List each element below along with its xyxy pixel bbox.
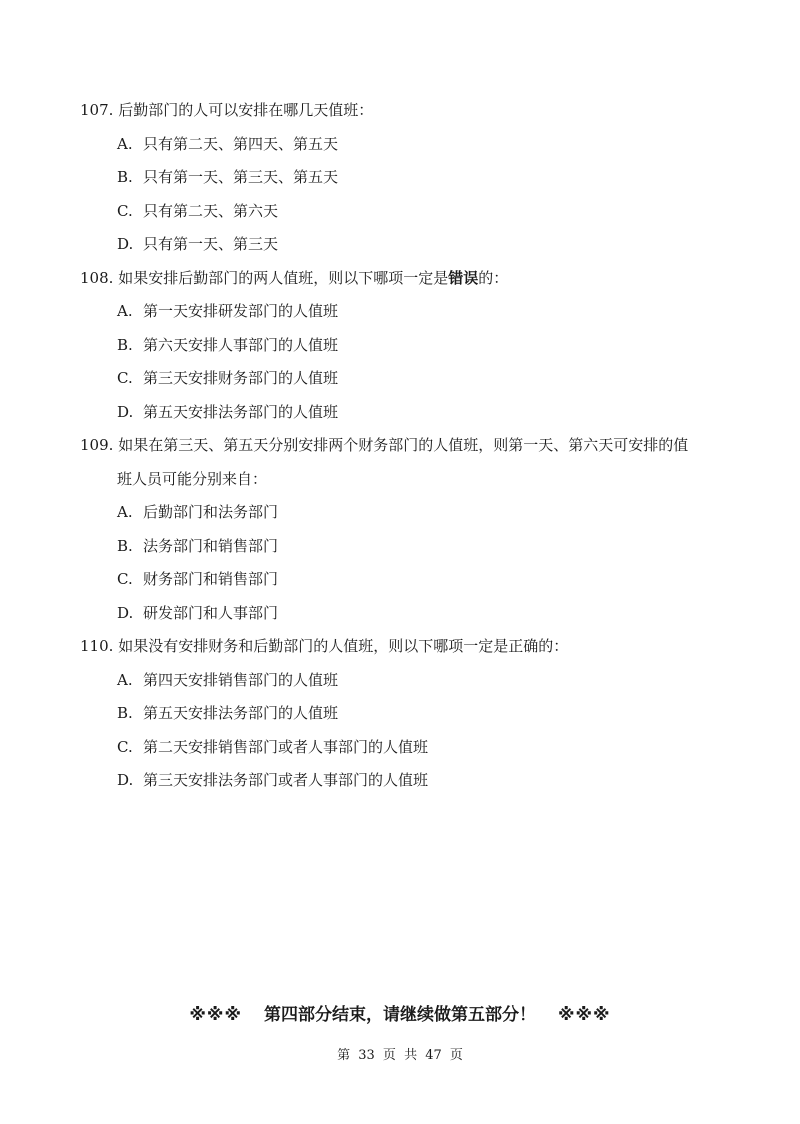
question-stem bbox=[80, 630, 740, 664]
page-number: 第 33 页 共 47 页 bbox=[337, 1048, 463, 1063]
option-letter: D. bbox=[117, 402, 134, 421]
option-text: 只有第二天、第四天、第五天 bbox=[143, 134, 339, 153]
emphasis-text: 错误 bbox=[448, 268, 479, 287]
option-b[interactable] bbox=[80, 161, 740, 195]
question-text: 后勤部门的人可以安排在哪几天值班： bbox=[118, 101, 374, 119]
option-text: 只有第一天、第三天、第五天 bbox=[143, 168, 339, 186]
option-text: 法务部门和销售部门 bbox=[143, 536, 279, 555]
question-text: 如果在第三天、第五天分别安排两个财务部门的人值班，则第一天、第六天可安排的值 bbox=[118, 436, 689, 454]
option-letter: C. bbox=[117, 570, 133, 588]
option-letter: D. bbox=[117, 603, 134, 622]
option-letter: C. bbox=[117, 201, 133, 220]
option-d[interactable] bbox=[80, 764, 740, 798]
question-number: 109. bbox=[80, 436, 114, 454]
reference-mark-icon: ※※※ bbox=[189, 1005, 242, 1025]
option-c[interactable] bbox=[80, 731, 740, 765]
question-number: 108. bbox=[80, 268, 114, 287]
option-letter: D. bbox=[117, 771, 134, 789]
option-d[interactable] bbox=[80, 396, 740, 430]
option-letter: C. bbox=[117, 737, 133, 756]
option-a[interactable] bbox=[80, 496, 740, 530]
question-110 bbox=[80, 630, 740, 798]
question-number: 107. bbox=[80, 101, 114, 119]
option-text: 第一天安排研发部门的人值班 bbox=[143, 302, 339, 320]
question-list bbox=[80, 94, 740, 798]
option-letter: A. bbox=[117, 670, 133, 689]
option-text: 第五天安排法务部门的人值班 bbox=[143, 704, 339, 722]
option-text: 第三天安排财务部门的人值班 bbox=[143, 369, 339, 387]
option-d[interactable] bbox=[80, 597, 740, 631]
section-end-message: 第四部分结束，请继续做第五部分！ bbox=[264, 1005, 536, 1025]
option-text: 第六天安排人事部门的人值班 bbox=[143, 335, 339, 354]
option-letter: B. bbox=[117, 335, 133, 354]
question-stem-continued: 班人员可能分别来自： bbox=[117, 469, 268, 488]
option-d[interactable] bbox=[80, 228, 740, 262]
reference-mark-icon: ※※※ bbox=[558, 1005, 611, 1025]
section-end-banner bbox=[0, 1000, 800, 1025]
option-letter: B. bbox=[117, 536, 133, 555]
option-c[interactable] bbox=[80, 195, 740, 229]
question-107 bbox=[80, 94, 740, 262]
option-text: 第三天安排法务部门或者人事部门的人值班 bbox=[143, 771, 429, 789]
option-text: 第四天安排销售部门的人值班 bbox=[143, 670, 339, 689]
option-a[interactable] bbox=[80, 295, 740, 329]
option-letter: C. bbox=[117, 369, 133, 387]
option-letter: D. bbox=[117, 235, 134, 253]
option-text: 后勤部门和法务部门 bbox=[143, 503, 279, 521]
option-letter: B. bbox=[117, 704, 133, 722]
option-letter: B. bbox=[117, 168, 133, 186]
option-text: 只有第二天、第六天 bbox=[143, 201, 279, 220]
option-b[interactable] bbox=[80, 329, 740, 363]
question-text: 如果安排后勤部门的两人值班，则以下哪项一定是 bbox=[118, 268, 449, 287]
option-a[interactable] bbox=[80, 128, 740, 162]
question-stem bbox=[80, 94, 740, 128]
option-c[interactable] bbox=[80, 362, 740, 396]
question-108 bbox=[80, 262, 740, 430]
option-text: 研发部门和人事部门 bbox=[143, 603, 279, 622]
question-text-end: 的： bbox=[478, 268, 509, 287]
option-a[interactable] bbox=[80, 664, 740, 698]
question-stem bbox=[80, 429, 740, 463]
question-number: 110. bbox=[80, 637, 114, 655]
option-letter: A. bbox=[117, 503, 133, 521]
option-b[interactable] bbox=[80, 697, 740, 731]
question-text: 如果没有安排财务和后勤部门的人值班，则以下哪项一定是正确的： bbox=[118, 637, 569, 655]
option-letter: A. bbox=[117, 302, 133, 320]
option-text: 财务部门和销售部门 bbox=[143, 570, 279, 588]
option-c[interactable] bbox=[80, 563, 740, 597]
question-stem bbox=[80, 262, 740, 296]
question-109 bbox=[80, 429, 740, 630]
option-letter: A. bbox=[117, 134, 133, 153]
option-text: 只有第一天、第三天 bbox=[143, 235, 279, 253]
option-text: 第二天安排销售部门或者人事部门的人值班 bbox=[143, 737, 429, 756]
option-b[interactable] bbox=[80, 530, 740, 564]
option-text: 第五天安排法务部门的人值班 bbox=[143, 402, 339, 421]
